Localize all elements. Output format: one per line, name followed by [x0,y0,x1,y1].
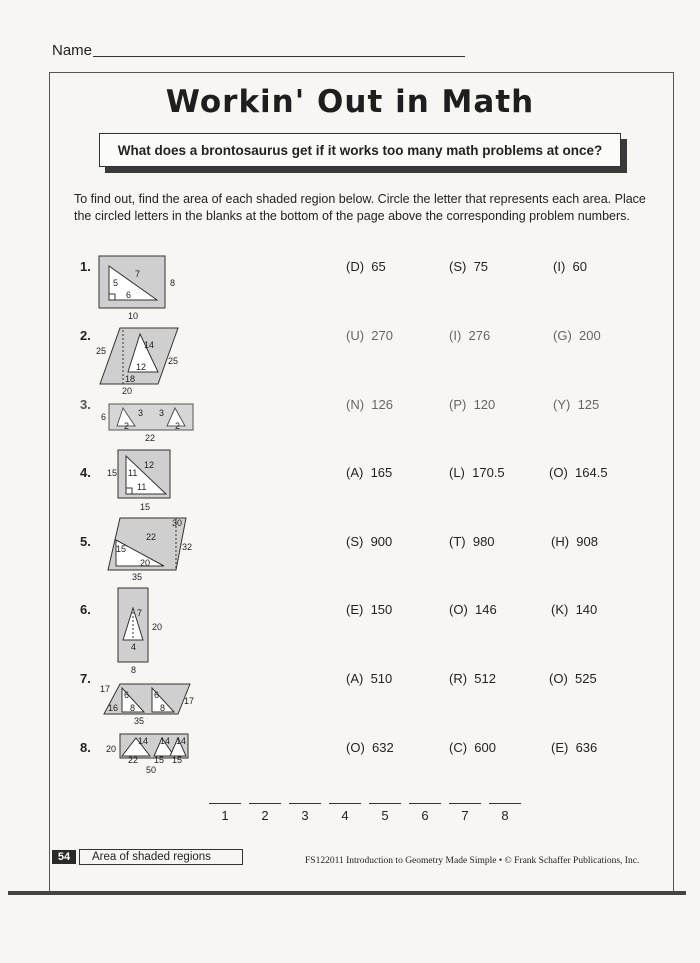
answer-blank[interactable] [369,803,401,804]
svg-text:3: 3 [159,408,165,418]
choice-value: 908 [576,534,598,549]
svg-text:8: 8 [130,703,136,713]
svg-text:17: 17 [100,684,111,694]
svg-text:35: 35 [132,572,143,582]
figure-problem-2 [92,322,192,398]
figure-problem-7 [96,680,200,726]
choice-letter[interactable]: (D) [346,259,365,274]
svg-text:2: 2 [124,421,130,431]
svg-text:17: 17 [184,696,195,706]
footer-credit: FS122011 Introduction to Geometry Made Simple • © Frank Schaffer Publications, Inc. [305,856,640,866]
choice-value: 170.5 [472,465,505,480]
svg-text:30: 30 [172,518,183,528]
svg-text:14: 14 [144,340,155,350]
answer-blank[interactable] [329,803,361,804]
svg-text:50: 50 [146,765,157,775]
choice-value: 900 [370,534,393,549]
svg-text:8: 8 [131,665,137,675]
choice-letter[interactable]: (A) [346,465,364,480]
problem-number: 2. [80,328,91,343]
svg-text:22: 22 [146,532,157,542]
choice-value: 636 [575,740,598,755]
choice-value: 510 [370,671,393,686]
choice-value: 140 [575,602,598,617]
svg-text:11: 11 [128,468,138,478]
choice-letter[interactable]: (O) [346,740,365,755]
bottom-rule [8,891,686,895]
figure-problem-3 [95,398,195,444]
svg-text:6: 6 [101,412,107,422]
choice-value: 120 [473,397,496,412]
svg-text:11: 11 [137,482,147,492]
choice-letter[interactable]: (P) [449,397,467,412]
figure-problem-8 [104,732,196,776]
choice-letter[interactable]: (E) [346,602,364,617]
choice-letter[interactable]: (O) [549,671,568,686]
figure-problem-1 [95,252,185,322]
figure-problem-6 [112,586,172,676]
answer-blank[interactable] [289,803,321,804]
svg-text:22: 22 [128,755,139,765]
svg-text:15: 15 [172,755,183,765]
svg-text:20: 20 [122,386,133,396]
svg-text:12: 12 [144,460,155,470]
choice-letter[interactable]: (E) [551,740,569,755]
choice-letter[interactable]: (O) [449,602,468,617]
svg-text:8: 8 [170,278,176,288]
choice-letter[interactable]: (A) [346,671,364,686]
section-label: Area of shaded regions [79,849,243,865]
svg-text:8: 8 [160,703,166,713]
blank-number: 5 [381,808,389,823]
figure-problem-4 [104,446,184,514]
answer-blank[interactable] [249,803,281,804]
svg-text:6: 6 [154,690,160,700]
choice-value: 60 [572,259,587,274]
choice-letter[interactable]: (L) [449,465,465,480]
choice-value: 600 [474,740,496,755]
svg-text:3: 3 [138,408,144,418]
answer-blank[interactable] [409,803,441,804]
name-line[interactable] [93,56,465,57]
worksheet-title: Workin' Out in Math [165,84,535,120]
problem-number: 7. [80,671,91,686]
choice-letter[interactable]: (R) [449,671,468,686]
problem-number: 4. [80,465,91,480]
choice-letter[interactable]: (T) [449,534,466,549]
problem-number: 3. [80,397,91,412]
svg-text:15: 15 [154,755,165,765]
choice-value: 525 [575,671,597,686]
riddle-question-text: What does a brontosaurus get if it works too many math problems at once? [117,142,603,158]
svg-text:14: 14 [176,736,187,746]
svg-text:18: 18 [125,374,136,384]
name-label: Name [52,42,93,59]
blank-number: 4 [341,808,349,823]
choice-value: 65 [371,259,386,274]
problem-number: 1. [80,259,91,274]
blank-number: 1 [221,808,229,823]
svg-text:32: 32 [182,542,193,552]
blank-number: 6 [421,808,429,823]
choice-letter[interactable]: (I) [449,328,462,343]
choice-letter[interactable]: (S) [346,534,364,549]
answer-blank[interactable] [449,803,481,804]
svg-text:22: 22 [145,433,156,443]
choice-letter[interactable]: (Y) [553,397,571,412]
instructions: To find out, find the area of each shaded region below. Circle the letter that represents each area. Place the circled letters in the blanks at the bottom of the page above the corresponding problem numbers. [74,192,646,223]
svg-text:7: 7 [135,269,141,279]
svg-text:20: 20 [106,744,117,754]
svg-text:12: 12 [136,362,147,372]
svg-text:25: 25 [96,346,107,356]
choice-value: 632 [372,740,394,755]
blank-number: 3 [301,808,309,823]
svg-text:14: 14 [160,736,171,746]
svg-text:20: 20 [152,622,163,632]
page-number-badge: 54 [52,850,76,864]
riddle-question [99,133,621,167]
svg-text:14: 14 [138,736,149,746]
choice-value: 164.5 [575,465,608,480]
choice-letter[interactable]: (I) [553,259,566,274]
problem-number: 6. [80,602,91,617]
svg-text:10: 10 [128,311,139,321]
choice-letter[interactable]: (H) [551,534,570,549]
choice-letter[interactable]: (K) [551,602,569,617]
choice-letter[interactable]: (N) [346,397,365,412]
choice-letter[interactable]: (C) [449,740,468,755]
problem-number: 8. [80,740,91,755]
svg-text:6: 6 [126,290,132,300]
svg-text:25: 25 [168,356,179,366]
blank-number: 2 [261,808,269,823]
answer-blank[interactable] [489,803,521,804]
choice-value: 270 [371,328,393,343]
choice-value: 276 [468,328,491,343]
svg-text:20: 20 [140,558,151,568]
svg-text:15: 15 [116,544,127,554]
answer-blank[interactable] [209,803,241,804]
choice-value: 125 [577,397,600,412]
figure-problem-5 [100,514,200,584]
choice-value: 126 [371,397,393,412]
choice-letter[interactable]: (G) [553,328,572,343]
choice-letter[interactable]: (U) [346,328,365,343]
blank-number: 7 [461,808,469,823]
svg-text:35: 35 [134,716,145,726]
svg-text:15: 15 [140,502,151,512]
blank-number: 8 [501,808,509,823]
problem-number: 5. [80,534,91,549]
choice-value: 512 [474,671,496,686]
choice-value: 146 [475,602,497,617]
svg-text:6: 6 [124,690,130,700]
choice-value: 165 [370,465,393,480]
svg-text:4: 4 [131,642,137,652]
svg-text:16: 16 [108,703,119,713]
svg-text:15: 15 [107,468,118,478]
svg-text:2: 2 [175,421,181,431]
choice-value: 200 [579,328,601,343]
choice-value: 150 [370,602,393,617]
choice-letter[interactable]: (O) [549,465,568,480]
svg-text:7: 7 [137,608,143,618]
choice-letter[interactable]: (S) [449,259,467,274]
choice-value: 980 [472,534,495,549]
svg-text:5: 5 [113,278,119,288]
choice-value: 75 [473,259,489,274]
